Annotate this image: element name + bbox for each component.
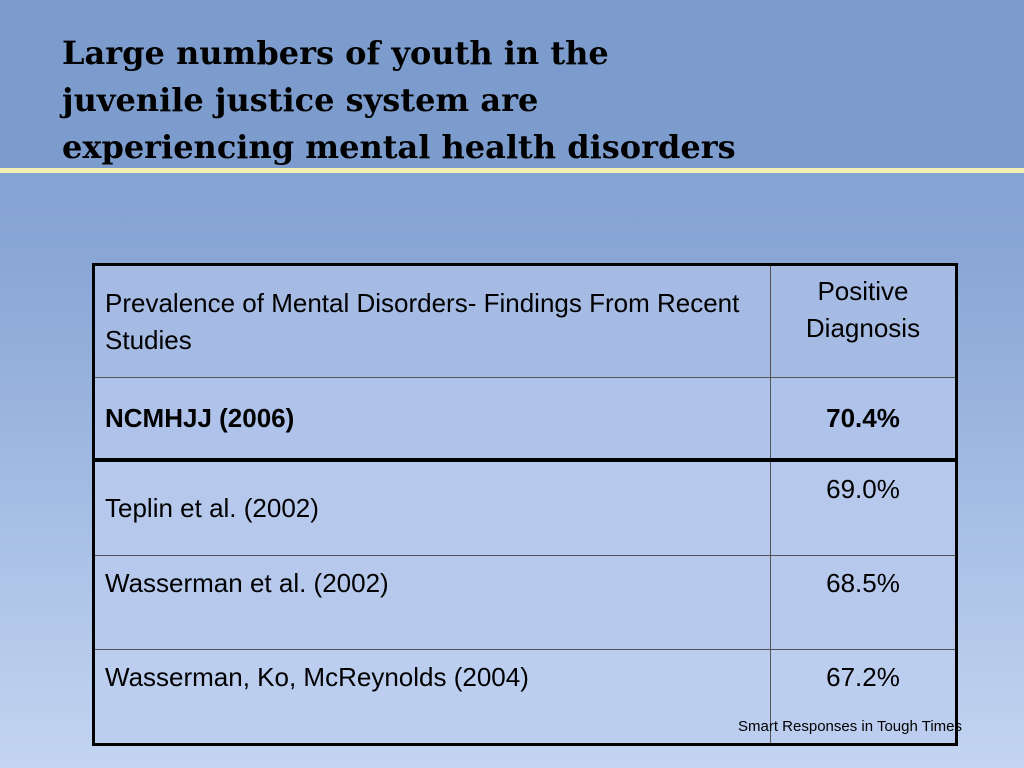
value-cell: 70.4%	[771, 378, 957, 461]
table-row	[94, 378, 957, 461]
title-divider	[0, 168, 1024, 173]
study-cell: Teplin et al. (2002)	[94, 460, 771, 556]
study-cell: Wasserman et al. (2002)	[94, 556, 771, 650]
title-line-1: Large numbers of youth in the	[62, 34, 609, 72]
table-header-row	[94, 265, 957, 378]
title-line-2: juvenile justice system are	[62, 81, 539, 119]
header-positive-diagnosis: Positive Diagnosis	[771, 265, 957, 378]
header-prevalence: Prevalence of Mental Disorders- Findings From Recent Studies	[94, 265, 771, 378]
value-cell: 67.2%	[771, 650, 957, 745]
value-cell: 69.0%	[771, 460, 957, 556]
table-row	[94, 460, 957, 556]
table-row	[94, 556, 957, 650]
value-cell: 68.5%	[771, 556, 957, 650]
study-cell: Wasserman, Ko, McReynolds (2004)	[94, 650, 771, 745]
findings-table	[92, 263, 958, 746]
slide-title	[62, 30, 962, 171]
title-line-3: experiencing mental health disorders	[62, 128, 736, 166]
study-cell: NCMHJJ (2006)	[94, 378, 771, 461]
slide-footer: Smart Responses in Tough Times	[738, 718, 962, 735]
